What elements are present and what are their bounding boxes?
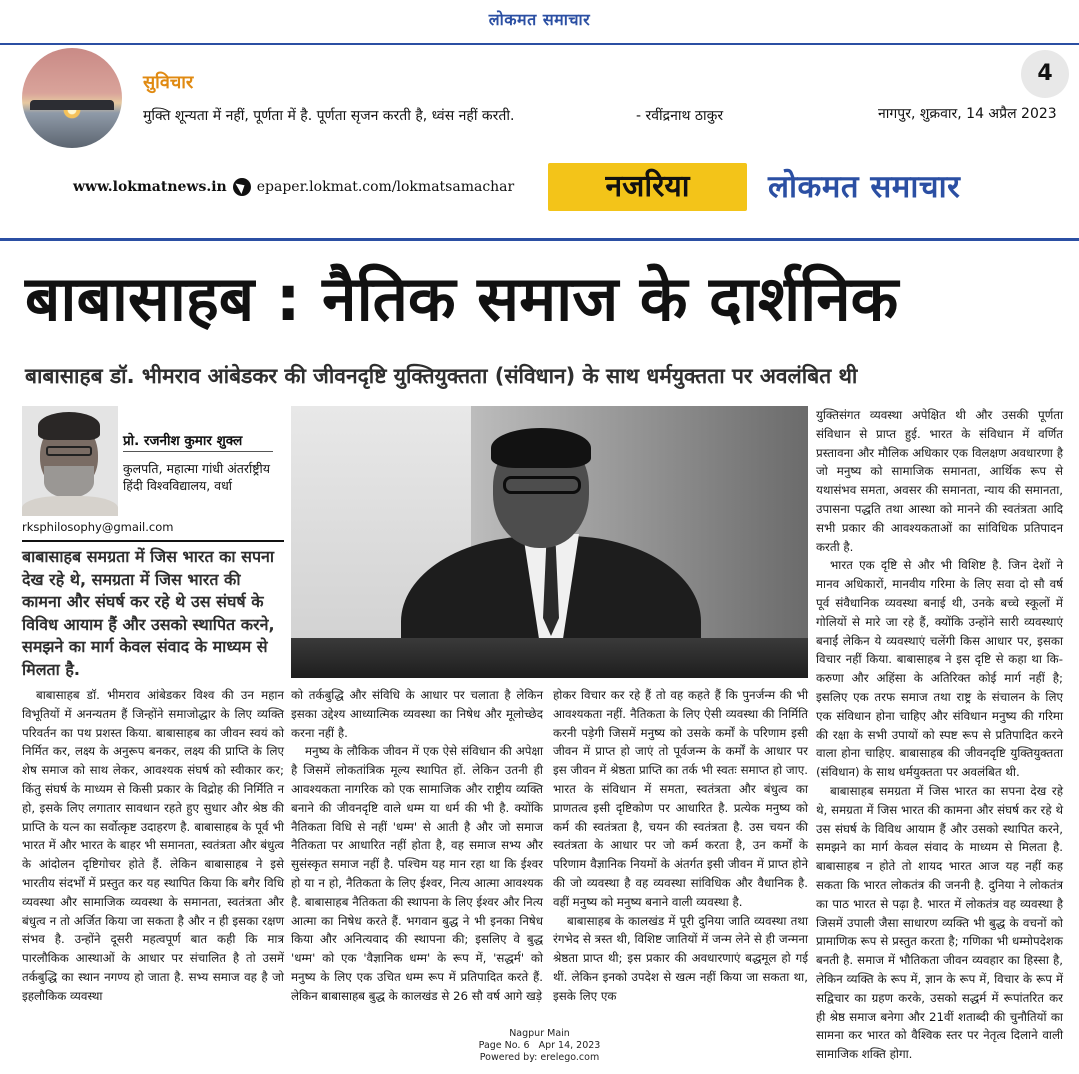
masthead	[0, 0, 1079, 44]
article-column-1	[22, 686, 284, 1006]
section-rule	[0, 238, 1079, 241]
masthead-brand: लोकमत समाचार	[488, 10, 591, 29]
paragraph: बाबासाहब समग्रता में जिस भारत का सपना देख रहे थे, समग्रता में जिस भारत की कामना और संघर्ष कर रहे थे उस संघर्ष के विविध आयाम हैं और उसको स्थापित करने, समझने का मार्ग केवल संवाद के माध्यम से मिलता है. बाबासाहब न होते तो शायद भारत आज यह नहीं कह सकता कि भारत लोकतंत्र की जननी है. दुनिया ने लोकतंत्र का पाठ भारत से पढ़ा है. भारत में लोकतंत्र वह व्यवस्था है जिसमें उपाली जैसा साधारण व्यक्ति भी बुद्ध के वचनों को प्रामाणिक रूप से प्रस्तुत करता है; गणिका भी धम्मोपदेशक बनती है. समाज में भौतिकता जीवन व्यवहार का हिस्सा है, लेकिन व्यक्ति के रूप में, ज्ञान के रूप में, विचार के रूप में सद्विचार का ग्रहण करके, उसको सद्धर्म में रूपांतरित कर ही श्रेष्ठ समाज बनेगा और 21वीं शताब्दी की चुनौतियों का सामना कर भारत को वैश्विक स्तर पर नेतृत्व दिलाने वाली सामाजिक शक्ति होगा.	[816, 783, 1063, 1062]
paragraph: बाबासाहब डॉ. भीमराव आंबेडकर विश्व की उन महान विभूतियों में अनन्यतम हैं जिन्होंने समाजोद्धार के लिए व्यक्ति परिवर्तन का पथ प्रशस्त किया. बाबासाहब का जीवन स्वयं को निर्मित कर, लक्ष्य के अनुरूप बनकर, लक्ष्य की प्राप्ति के लिए शेष समाज को साथ लेकर, आवश्यक संघर्ष को स्वीकार कर; किंतु संघर्ष के माध्यम से किसी प्रकार के विद्रोह की निर्मिति न हो, इसके लिए लगातार सावधान रहते हुए सुधार और श्रेष्ठ की प्राप्ति के यत्न का सर्वोत्कृष्ट उदाहरण है. बाबासाहब के पूर्व भी भारत में और भारत के बाहर भी समानता, स्वतंत्रता और बंधुत्व के आंदोलन दृष्टिगोचर होते हैं. लेकिन बाबासाहब ने इसे भारतीय संदर्भों में प्रस्तुत कर यह स्थापित किया कि बगैर विधि व्यवस्था और सामाजिक व्यवस्था के समानता, स्वतंत्रता और बंधुत्व न तो अर्जित किया जा सकता है और न ही इसका रक्षण संभव है. उन्होंने दूसरी महत्वपूर्ण बात कही कि मात्र पारलौकिक आस्थाओं के आधार पर संचालित है तो उसमें तर्कबुद्धि का स्थान नगण्य हो जाता है. सभ्य समाज वह है जो इहलौकिक व्यवस्था	[22, 688, 284, 1003]
suvichar-label: सुविचार	[143, 72, 194, 93]
cursor-icon	[233, 178, 251, 196]
link-bar	[73, 178, 514, 196]
epaper-link[interactable]: epaper.lokmat.com/lokmatsamachar	[256, 179, 515, 195]
author-email[interactable]: rksphilosophy@gmail.com	[22, 520, 174, 534]
ambedkar-portrait	[291, 406, 808, 678]
footer-page-info: Page No. 6 Apr 14, 2023	[478, 1040, 601, 1051]
pull-quote: बाबासाहब समग्रता में जिस भारत का सपना देख रहे थे, समग्रता में जिस भारत की कामना और संघर्ष कर रहे थे उस संघर्ष के विविध आयाम हैं और उसको स्थापित करने, समझने का मार्ग केवल संवाद के माध्यम से मिलता है.	[22, 540, 284, 681]
paragraph: भारत एक दृष्टि से और भी विशिष्ट है. जिन देशों ने मानव अधिकारों, मानवीय गरिमा के लिए सवा दो सौ वर्ष पूर्व संवैधानिक व्यवस्था बनाई थी, उनके बच्चे स्कूलों में गोलियों से मारे जा रहे हैं, क्योंकि उन्होंने सारी व्यवस्थाएं बनाईं लेकिन ये व्यवस्थाएं चलेंगी किस आधार पर, इसका विचार नहीं किया. बाबासाहब ने इस दृष्टि से कहा था कि-करुणा और अहिंसा के अतिरिक्त कोई मार्ग नहीं है; इसलिए एक तरफ समाज तथा राष्ट्र के संचालन के लिए एक संविधान होना चाहिए और संविधान मनुष्य की गरिमा की रक्षा के सभी उपायों को स्पष्ट रूप से प्रतिपादित करने वाला होना चाहिए. बाबासाहब की जीवनदृष्टि युक्तियुक्तता (संविधान) के साथ धर्मयुक्तता पर अवलंबित थी.	[816, 558, 1063, 780]
section-najariya-label: नजरिया	[605, 169, 690, 204]
suvichar-author: - रवींद्रनाथ ठाकुर	[636, 108, 724, 124]
paragraph: मनुष्य के लौकिक जीवन में एक ऐसे संविधान की अपेक्षा है जिसमें लोकतांत्रिक मूल्य स्थापित हों. लेकिन उतनी ही आवश्यकता नागरिक को एक सामाजिक और राष्ट्रीय व्यक्ति बनाने की जीवनदृष्टि वाले धम्म या धर्म की भी है. क्योंकि नैतिकता विधि से नहीं 'धम्म' से आती है और जो समाज नैतिकता पर आधारित नहीं होता है, वह समाज सभ्य और सुसंस्कृत समाज नहीं है. पश्चिम यह मान रहा था कि ईश्वर हो या न हो, नैतिकता के लिए ईश्वर, नित्य आत्मा आवश्यक है. बाबासाहब नैतिकता की स्थापना के लिए ईश्वर और नित्य आत्मा का निषेध करते हैं. भगवान बुद्ध ने भी इनका निषेध किया और अनित्यवाद की स्थापना की; इसलिए वे बुद्ध 'धम्म' को एक 'वैज्ञानिक धम्म' के रूप में, 'सद्धर्म' को मनुष्य के लिए एक उचित धम्म रूप में प्रतिपादित करते हैं. लेकिन बाबासाहब बुद्ध के कालखंड से 26 सौ वर्ष आगे खड़े	[291, 744, 543, 1003]
article-headline: बाबासाहब : नैतिक समाज के दार्शनिक	[25, 262, 899, 335]
website-link[interactable]: www.lokmatnews.in	[73, 179, 227, 195]
paragraph: होकर विचार कर रहे हैं तो वह कहते हैं कि पुनर्जन्म की भी आवश्यकता नहीं. नैतिकता के लिए ऐसी व्यवस्था की निर्मिति करनी पड़ेगी जिसमें मनुष्य को उसके कर्मों के परिणाम इसी जीवन में प्राप्त हो जाएं तो पूर्वजन्म के कर्मों के आधार पर इस जीवन में श्रेष्ठता प्राप्ति का तर्क भी स्वतः समाप्त हो जाए. भारत के संविधान में समता, स्वतंत्रता और बंधुत्व का प्राणतत्व इसी दृष्टिकोण पर आधारित है. प्रत्येक मनुष्य को कर्म की स्वतंत्रता है, चयन की स्वतंत्रता है. उस चयन की स्वतंत्रता के आधार पर जो कर्म करता है, उन कर्मों के परिणाम वैज्ञानिक नियमों के अंतर्गत इसी जीवन में प्राप्त होने की जो व्यवस्था है वह व्यवस्था सांविधिक और वैधानिक है. वहीं मनुष्य को मनुष्य बनाने वाली व्यवस्था है.	[553, 688, 808, 909]
section-najariya	[548, 163, 747, 211]
author-role: कुलपति, महात्मा गांधी अंतर्राष्ट्रीय हिंदी विश्वविद्यालय, वर्धा	[123, 461, 271, 493]
article-column-2	[291, 686, 543, 1006]
author-photo	[22, 406, 118, 516]
author-name: प्रो. रजनीश कुमार शुक्ल	[123, 431, 273, 452]
footer-edition: Nagpur Main	[509, 1028, 570, 1039]
sunset-photo	[22, 48, 122, 148]
article-subhead: बाबासाहब डॉ. भीमराव आंबेडकर की जीवनदृष्टि युक्तियुक्तता (संविधान) के साथ धर्मयुक्तता पर अवलंबित थी	[25, 364, 858, 388]
paragraph: युक्तिसंगत व्यवस्था अपेक्षित थी और उसकी पूर्णता संविधान से प्राप्त हुई. भारत के संविधान में वर्णित प्रस्तावना और मौलिक अधिकार एक विलक्षण अवधारणा है जो मनुष्य को सामाजिक समानता, आर्थिक रूप से यथासंभव समता, अवसर की समानता, न्याय की समानता, उपासना पद्धति तथा आस्था को मानने की स्वतंत्रता आदि सभी प्रकार की आवश्यकताओं का सांविधिक प्रतिपादन करती है.	[816, 408, 1063, 554]
paragraph: बाबासाहब के कालखंड में पूरी दुनिया जाति व्यवस्था तथा रंगभेद से त्रस्त थी, विशिष्ट जातियों में जन्म लेने से ही जन्मना श्रेष्ठता प्राप्त थी; इस प्रकार की अवधारणाएं बद्धमूल हो गई थीं. लेकिन इनको उपदेश से खत्म नहीं किया जा सकता था, इसके लिए एक	[553, 913, 808, 1003]
article-column-3	[553, 686, 808, 1006]
paragraph: को तर्कबुद्धि और संविधि के आधार पर चलाता है लेकिन इसका उद्देश्य आध्यात्मिक व्यवस्था का निषेध और मूलोच्छेद करना नहीं है.	[291, 688, 543, 740]
top-rule	[0, 43, 1079, 45]
footer-powered[interactable]: Powered by: erelego.com	[479, 1052, 600, 1063]
footer	[0, 1028, 1079, 1064]
suvichar-quote: मुक्ति शून्यता में नहीं, पूर्णता में है. पूर्णता सृजन करती है, ध्वंस नहीं करती.	[143, 108, 515, 124]
article-column-4	[816, 406, 1063, 1064]
page-number-badge: 4	[1021, 50, 1069, 98]
dateline: नागपुर, शुक्रवार, 14 अप्रैल 2023	[878, 106, 1057, 122]
section-brand: लोकमत समाचार	[768, 169, 961, 205]
